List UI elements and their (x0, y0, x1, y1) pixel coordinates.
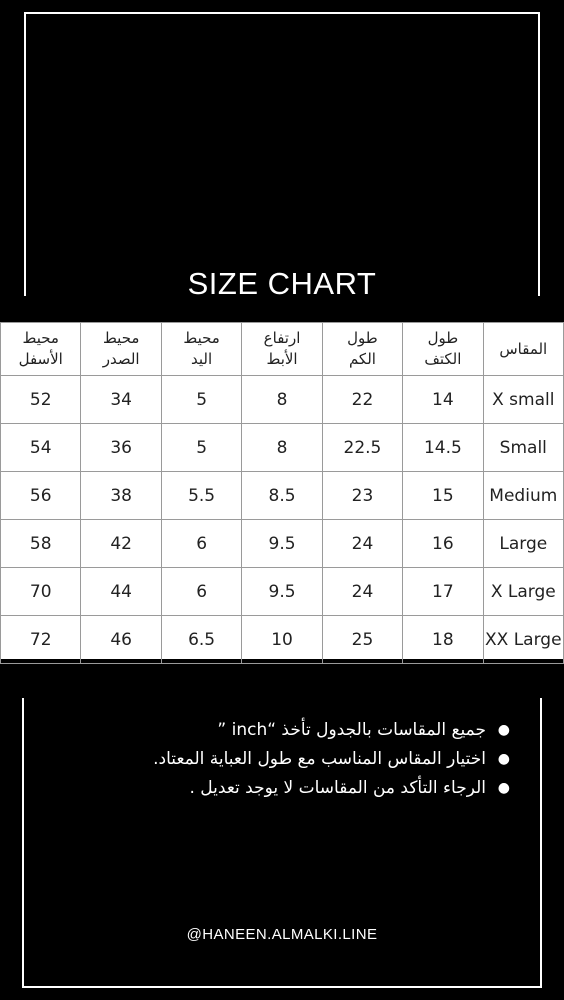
cell-arm: 5.5 (161, 472, 241, 520)
top-frame (24, 12, 540, 296)
cell-sleeve: 24 (322, 520, 402, 568)
table-row (1, 472, 564, 520)
table-row (1, 520, 564, 568)
cell-armpit: 8 (242, 424, 322, 472)
cell-bottom: 56 (1, 472, 81, 520)
cell-size: XX Large (483, 616, 563, 664)
cell-chest: 38 (81, 472, 161, 520)
table-row (1, 616, 564, 664)
note-item: ● اختيار المقاس المناسب مع طول العباية المعتاد. (46, 745, 486, 774)
cell-sleeve: 22 (322, 376, 402, 424)
table-header-row (1, 323, 564, 376)
table-row (1, 424, 564, 472)
page-title: SIZE CHART (187, 266, 377, 301)
header-chest-circumference: محيط الصدر (81, 323, 161, 376)
header-armpit-height: ارتفاع الأبط (242, 323, 322, 376)
table-row (1, 376, 564, 424)
cell-arm: 6 (161, 568, 241, 616)
cell-chest: 42 (81, 520, 161, 568)
cell-size: X Large (483, 568, 563, 616)
bullet-icon: ● (497, 751, 510, 767)
table-row (1, 568, 564, 616)
size-table-container (0, 322, 564, 659)
cell-size: X small (483, 376, 563, 424)
cell-shoulder: 18 (403, 616, 483, 664)
cell-size: Large (483, 520, 563, 568)
cell-arm: 6.5 (161, 616, 241, 664)
cell-size: Small (483, 424, 563, 472)
cell-chest: 36 (81, 424, 161, 472)
header-size: المقاس (483, 323, 563, 376)
cell-arm: 6 (161, 520, 241, 568)
cell-shoulder: 16 (403, 520, 483, 568)
header-arm-circumference: محيط اليد (161, 323, 241, 376)
cell-bottom: 52 (1, 376, 81, 424)
cell-bottom: 70 (1, 568, 81, 616)
cell-size: Medium (483, 472, 563, 520)
notes-list (46, 716, 510, 803)
cell-armpit: 9.5 (242, 568, 322, 616)
bullet-icon: ● (497, 722, 510, 738)
note-item: ● جميع المقاسات بالجدول تأخذ “inch ” (46, 716, 486, 745)
cell-sleeve: 22.5 (322, 424, 402, 472)
header-sleeve-length: طول الكم (322, 323, 402, 376)
cell-sleeve: 24 (322, 568, 402, 616)
cell-bottom: 58 (1, 520, 81, 568)
cell-bottom: 54 (1, 424, 81, 472)
cell-arm: 5 (161, 376, 241, 424)
cell-armpit: 10 (242, 616, 322, 664)
cell-shoulder: 14 (403, 376, 483, 424)
cell-armpit: 8.5 (242, 472, 322, 520)
social-handle: @HANEEN.ALMALKI.LINE (186, 926, 378, 943)
cell-armpit: 8 (242, 376, 322, 424)
cell-shoulder: 17 (403, 568, 483, 616)
cell-chest: 44 (81, 568, 161, 616)
cell-arm: 5 (161, 424, 241, 472)
cell-sleeve: 25 (322, 616, 402, 664)
header-bottom-circumference: محيط الأسفل (1, 323, 81, 376)
bullet-icon: ● (497, 780, 510, 796)
note-item: ● الرجاء التأكد من المقاسات لا يوجد تعديل . (46, 774, 486, 803)
cell-chest: 46 (81, 616, 161, 664)
header-shoulder-length: طول الكتف (403, 323, 483, 376)
cell-armpit: 9.5 (242, 520, 322, 568)
cell-chest: 34 (81, 376, 161, 424)
cell-sleeve: 23 (322, 472, 402, 520)
cell-shoulder: 15 (403, 472, 483, 520)
cell-shoulder: 14.5 (403, 424, 483, 472)
size-table (0, 322, 564, 664)
cell-bottom: 72 (1, 616, 81, 664)
